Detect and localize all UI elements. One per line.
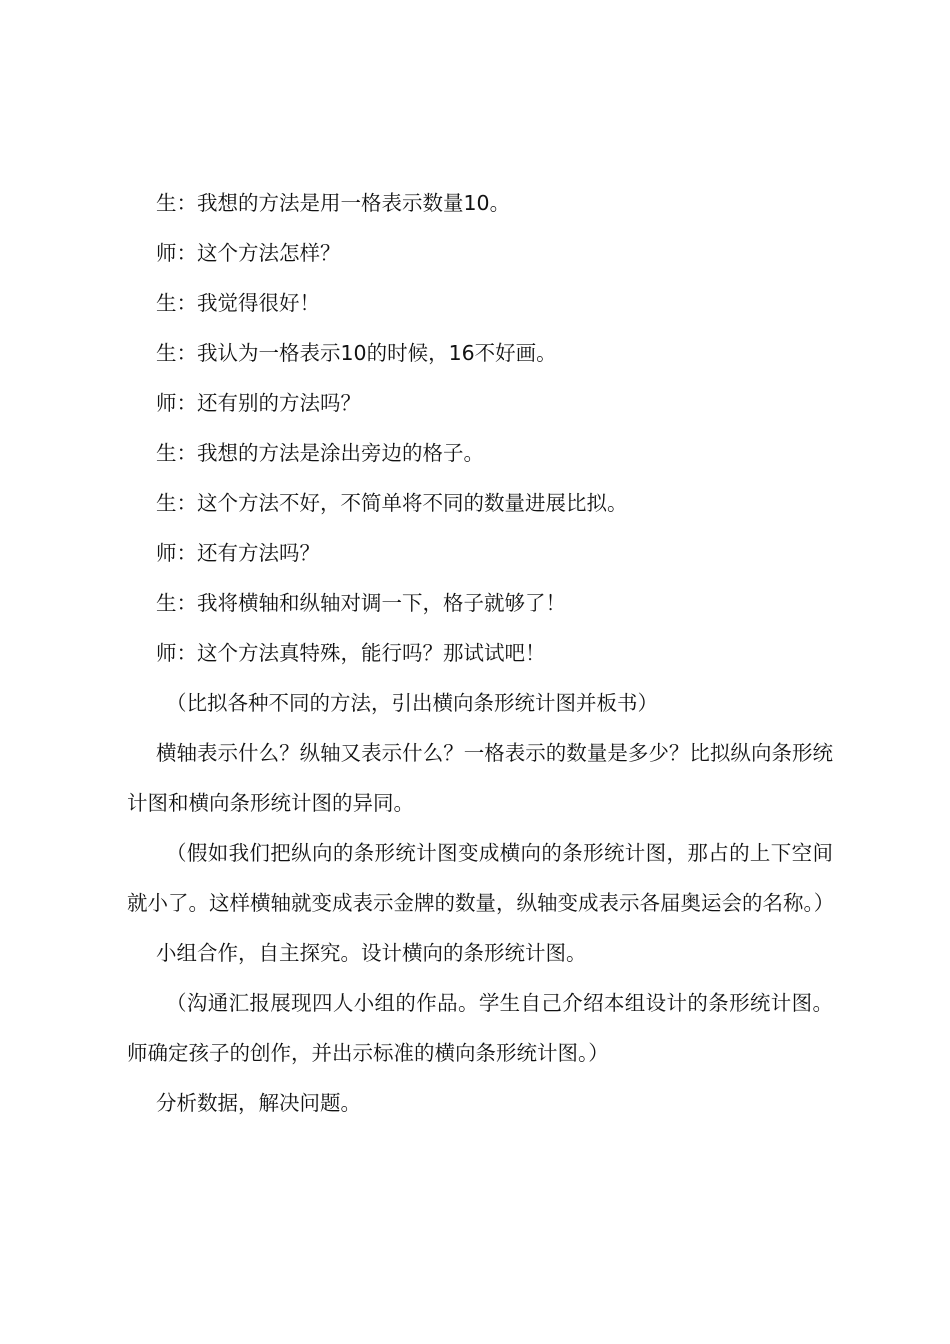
paragraph: 小组合作，自主探究。设计横向的条形统计图。 bbox=[156, 941, 587, 965]
paragraph: 师：这个方法怎样？ bbox=[156, 241, 341, 265]
paragraph: 横轴表示什么？纵轴又表示什么？一格表示的数量是多少？比拟纵向条形统计图和横向条形统计图的异同。 bbox=[127, 741, 833, 815]
paragraph: 师：还有别的方法吗？ bbox=[156, 391, 361, 415]
paragraph: 分析数据，解决问题。 bbox=[156, 1091, 361, 1115]
paragraph: 生：这个方法不好，不简单将不同的数量进展比拟。 bbox=[156, 491, 628, 515]
paragraph: 师：还有方法吗？ bbox=[156, 541, 320, 565]
paragraph: 师：这个方法真特殊，能行吗？那试试吧！ bbox=[156, 641, 546, 665]
paragraph: 生：我觉得很好！ bbox=[156, 291, 320, 315]
paragraph: 生：我想的方法是涂出旁边的格子。 bbox=[156, 441, 484, 465]
paragraph: 生：我将横轴和纵轴对调一下，格子就够了！ bbox=[156, 591, 566, 615]
document-body bbox=[127, 178, 833, 1128]
paragraph-note: （假如我们把纵向的条形统计图变成横向的条形统计图，那占的上下空间就小了。这样横轴就变成表示金牌的数量，纵轴变成表示各届奥运会的名称。） bbox=[127, 841, 835, 915]
paragraph-note: （沟通汇报展现四人小组的作品。学生自己介绍本组设计的条形统计图。师确定孩子的创作，并出示标准的横向条形统计图。） bbox=[127, 991, 833, 1065]
paragraph: 生：我认为一格表示10的时候，16不好画。 bbox=[156, 341, 557, 365]
paragraph: 生：我想的方法是用一格表示数量10。 bbox=[156, 191, 511, 215]
paragraph-note: （比拟各种不同的方法，引出横向条形统计图并板书） bbox=[166, 691, 658, 715]
